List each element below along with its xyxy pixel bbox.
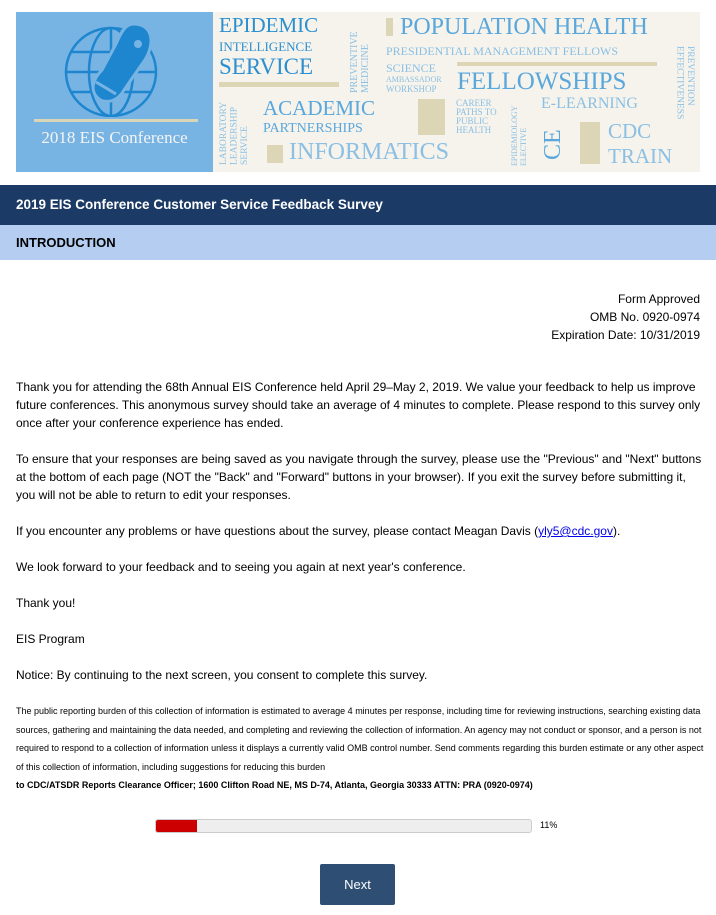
banner-word: POPULATION HEALTH	[400, 14, 648, 40]
paragraph-contact	[16, 522, 706, 540]
banner-word: PREVENTION EFFECTIVENESS	[674, 46, 695, 120]
banner-word: AMBASSADOR	[386, 75, 442, 84]
paragraph-welcome: Thank you for attending the 68th Annual EIS Conference held April 29–May 2, 2019. We value your feedback to help us improve future conferences. This anonymous survey should take an average of 4 minutes to complete. Please respond to this survey only once after your conference experience has ended.	[16, 380, 701, 430]
form-approved: Form Approved	[617, 292, 700, 306]
banner-word: PARTNERSHIPS	[263, 121, 363, 136]
progress-label: 11%	[540, 820, 558, 830]
conference-logo	[16, 12, 213, 172]
banner-word: EPIDEMIC	[219, 13, 319, 37]
section-heading: INTRODUCTION	[0, 225, 716, 260]
contact-email-link[interactable]: yly5@cdc.gov	[538, 524, 613, 538]
banner-word: ACADEMIC	[263, 96, 376, 120]
banner-word: CAREER PATHS TO PUBLIC HEALTH	[456, 98, 497, 135]
paragraph-signature: EIS Program	[16, 632, 85, 646]
globe-footprint-icon	[16, 12, 213, 117]
paragraph-thanks: Thank you!	[16, 596, 76, 610]
introduction-text	[16, 378, 706, 795]
expiration-date: Expiration Date: 10/31/2019	[551, 328, 700, 342]
banner-word: TRAIN	[608, 144, 673, 168]
banner-wordcloud	[213, 12, 700, 172]
banner-word: WORKSHOP	[386, 84, 437, 94]
banner-word: EPIDEMIOLOGY ELECTIVE	[510, 105, 528, 166]
paragraph-consent-notice: Notice: By continuing to the next screen, you consent to complete this survey.	[16, 668, 428, 682]
paragraph-navigation: To ensure that your responses are being saved as you navigate through the survey, please use the "Previous" and "Next" buttons at the bottom of each page (NOT the "Back" and "Forward" buttons in your browser). If you exit the survey before submitting it, you will not be able to return to edit your responses.	[16, 452, 702, 502]
omb-approval	[551, 290, 700, 344]
banner-word: FELLOWSHIPS	[457, 68, 627, 95]
contact-text-end: ).	[612, 524, 621, 538]
banner-word: PRESIDENTIAL MANAGEMENT FELLOWS	[386, 44, 618, 58]
banner-word: CE	[540, 129, 566, 160]
banner-word: CDC	[608, 119, 652, 143]
banner-caption: 2018 EIS Conference	[41, 128, 188, 147]
conference-banner	[16, 12, 700, 172]
banner-word: E-LEARNING	[541, 95, 638, 112]
omb-number: OMB No. 0920-0974	[589, 310, 700, 324]
burden-text: The public reporting burden of this collection of information is estimated to average 4 minutes per response, including time for reviewing instructions, searching existing data sources, gathering and maintaining the data needed, and completing and reviewing the collection of information. An agency may not conduct or sponsor, and a person is not required to respond to a collection of information unless it displays a currently valid OMB control number. Send comments regarding this burden estimate or any other aspect of this collection of information, including suggestions for reducing this burden	[16, 706, 704, 772]
survey-title-bar: 2019 EIS Conference Customer Service Feedback Survey	[0, 185, 716, 225]
contact-text: If you encounter any problems or have questions about the survey, please contact Meagan Davis (	[16, 524, 539, 538]
banner-word: LABORATORY LEADERSHIP SERVICE	[219, 102, 250, 165]
banner-word: PREVENTIVE MEDICINE	[349, 31, 371, 93]
banner-word: SCIENCE	[386, 61, 437, 75]
banner-word: INFORMATICS	[289, 139, 450, 165]
next-button[interactable]: Next	[320, 864, 395, 905]
banner-word: INTELLIGENCE	[219, 39, 313, 54]
paragraph-look-forward: We look forward to your feedback and to seeing you again at next year's conference.	[16, 560, 466, 574]
progress-fill	[156, 820, 197, 832]
burden-statement	[16, 702, 706, 795]
burden-address: to CDC/ATSDR Reports Clearance Officer; 1600 Clifton Road NE, MS D-74, Atlanta, Georgia 30333 ATTN: PRA (0920-0974)	[16, 780, 533, 790]
progress-bar	[155, 819, 532, 833]
banner-word: SERVICE	[219, 54, 313, 79]
